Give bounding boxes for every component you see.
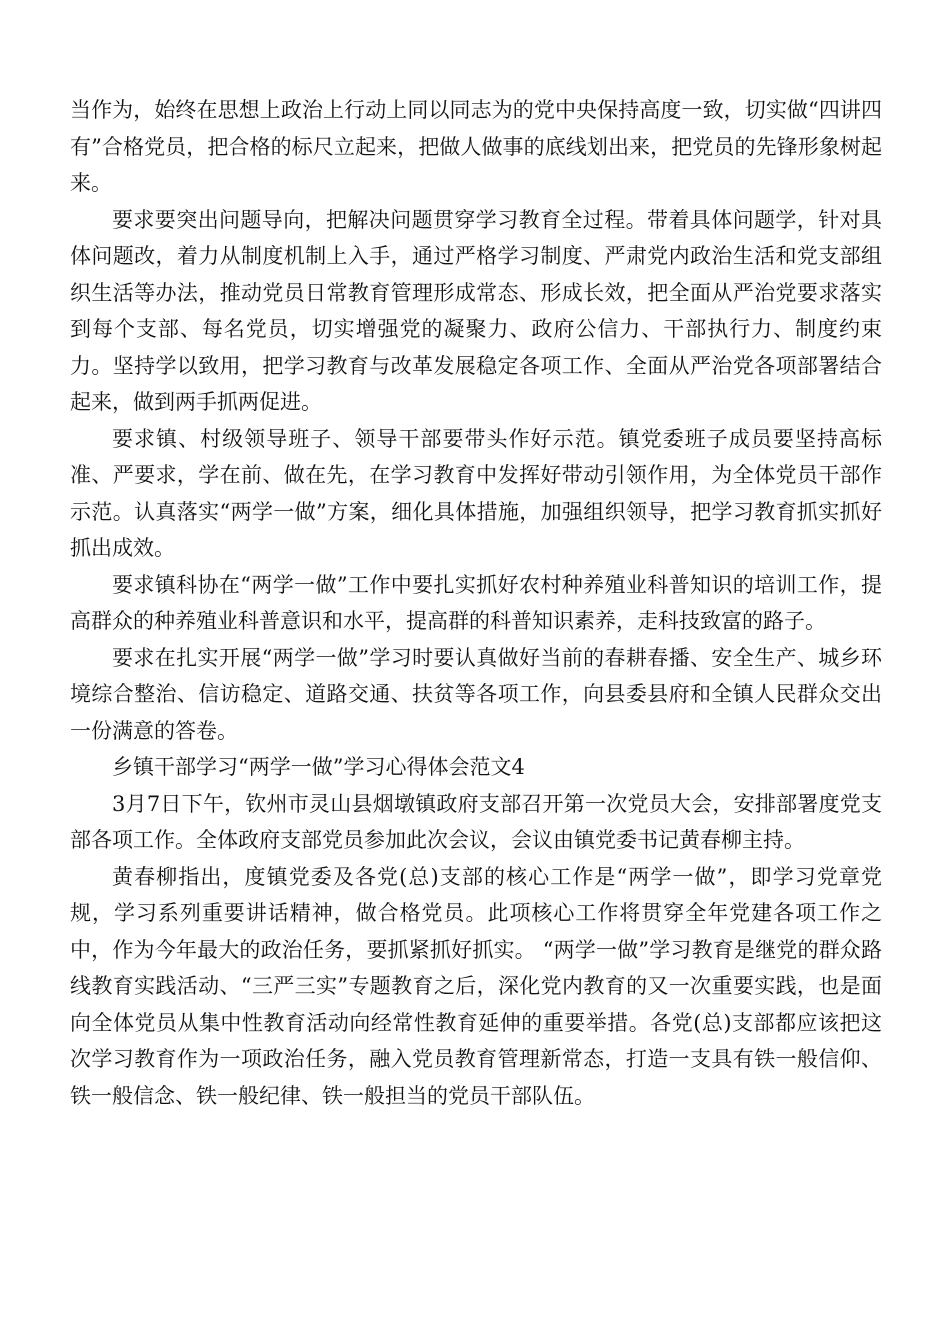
paragraph-problem-orientation: 要求要突出问题导向，把解决问题贯穿学习教育全过程。带着具体问题学，针对具体问题改，着力从制度机制上入手，通过严格学习制度、严肃党内政治生活和党支部组织生活等办法，推动党员日常教育管理形成常态、形成长效，把全面从严治党要求落实到每个支部、每名党员，切实增强党的凝聚力、政府公信力、干部执行力、制度约束力。坚持学以致用，把学习教育与改革发展稳定各项工作、全面从严治党各项部署结合起来，做到两手抓两促进。 [70, 207, 882, 414]
document-page [70, 92, 882, 1114]
paragraph-leadership-example: 要求镇、村级领导班子、领导干部要带头作好示范。镇党委班子成员要坚持高标准、严要求，学在前、做在先，在学习教育中发挥好带动引领作用，为全体党员干部作示范。认真落实“两学一做”方案，细化具体措施，加强组织领导，把学习教育抓实抓好抓出成效。 [70, 426, 882, 560]
paragraph-continued: 当作为，始终在思想上政治上行动上同以同志为的党中央保持高度一致，切实做“四讲四有”合格党员，把合格的标尺立起来，把做人做事的底线划出来，把党员的先锋形象树起来。 [70, 98, 882, 195]
paragraph-science-association: 要求镇科协在“两学一做”工作中要扎实抓好农村种养殖业科普知识的培训工作，提高群众的种养殖业科普意识和水平，提高群的科普知识素养，走科技致富的路子。 [70, 572, 882, 633]
paragraph-meeting: 3月7日下午，钦州市灵山县烟墩镇政府支部召开第一次党员大会，安排部署度党支部各项工作。全体政府支部党员参加此次会议，会议由镇党委书记黄春柳主持。 [70, 791, 882, 852]
paragraph-spring-work: 要求在扎实开展“两学一做”学习时要认真做好当前的春耕春播、安全生产、城乡环境综合整治、信访稳定、道路交通、扶贫等各项工作，向县委县府和全镇人民群众交出一份满意的答卷。 [70, 645, 882, 743]
section-heading: 乡镇干部学习“两学一做”学习心得体会范文4 [112, 755, 525, 779]
paragraph-core-work: 黄春柳指出，度镇党委及各党(总)支部的核心工作是“两学一做”，即学习党章党规，学习系列重要讲话精神，做合格党员。此项核心工作将贯穿全年党建各项工作之中，作为今年最大的政治任务，要抓紧抓好抓实。 “两学一做”学习教育是继党的群众路线教育实践活动、“三严三实”专题教育之后，深化党内教育的又一次重要实践，也是面向全体党员从集中性教育活动向经常性教育延伸的重要举措。各党(总)支部都应该把这次学习教育作为一项政治任务，融入党员教育管理新常态，打造一支具有铁一般信仰、铁一般信念、铁一般纪律、铁一般担当的党员干部队伍。 [70, 864, 882, 1108]
